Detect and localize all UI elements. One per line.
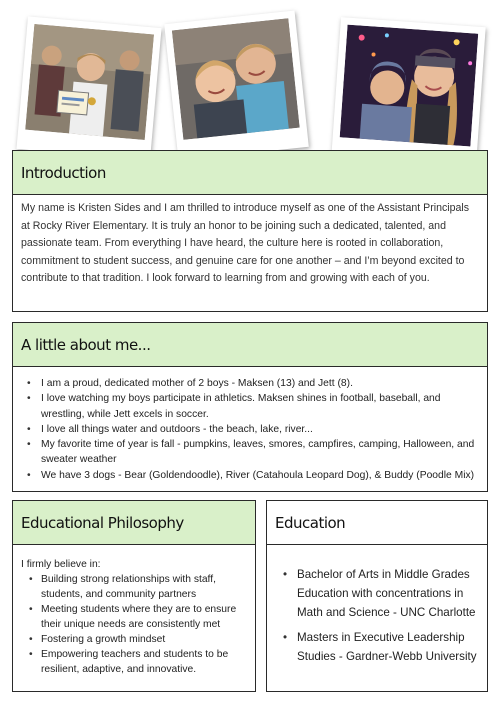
boys-photo-image [172, 18, 300, 140]
about-me-heading: A little about me... [13, 323, 487, 367]
about-me-section [12, 322, 488, 492]
philosophy-heading: Educational Philosophy [13, 501, 255, 545]
education-section [266, 500, 488, 692]
photo-two-boys [164, 11, 309, 161]
photo-award-boy [16, 16, 161, 160]
philosophy-lead: I firmly believe in: [21, 559, 101, 570]
bullet-icon: • [27, 439, 31, 451]
list-item: • Fostering a growth mindset [29, 634, 166, 645]
bullet-icon: • [29, 574, 33, 585]
introduction-heading: Introduction [13, 151, 487, 195]
list-item: • My favorite time of year is fall - pumpkins, leaves, smores, campfires, camping, Halloween, and sweater weather [27, 439, 475, 466]
list-item: • Bachelor of Arts in Middle Grades Education with concentrations in Math and Science - UNC Charlotte [283, 565, 477, 622]
list-item: • I am a proud, dedicated mother of 2 boys - Maksen (13) and Jett (8). [27, 376, 477, 391]
education-heading: Education [267, 501, 487, 545]
bullet-icon: • [27, 423, 31, 435]
mother-son-photo-image [340, 25, 479, 147]
list-item: • I love all things water and outdoors - the beach, lake, river... [27, 422, 477, 437]
list-item: • We have 3 dogs - Bear (Goldendoodle), River (Catahoula Leopard Dog), & Buddy (Poodle Mix) [27, 468, 477, 483]
bullet-icon: • [27, 469, 31, 481]
bullet-icon: • [283, 568, 288, 581]
philosophy-list [13, 572, 255, 677]
introduction-section [12, 150, 488, 312]
bullet-icon: • [29, 649, 33, 660]
bullet-icon: • [29, 604, 33, 615]
list-item: • Empowering teachers and students to be resilient, adaptive, and innovative. [29, 649, 229, 675]
bullet-icon: • [283, 631, 288, 644]
list-item: • Masters in Executive Leadership Studies - Gardner-Webb University [283, 628, 477, 666]
list-item: • I love watching my boys participate in athletics. Maksen shines in football, baseball, and wrestling, while Jett excels in soccer. [27, 393, 441, 420]
award-photo-image [25, 24, 154, 140]
bullet-icon: • [29, 634, 33, 645]
about-me-list [13, 367, 487, 483]
bullet-icon: • [27, 378, 31, 389]
education-list [267, 545, 487, 666]
list-item: • Building strong relationships with staff, students, and community partners [29, 574, 216, 600]
educational-philosophy-section [12, 500, 256, 692]
photo-mother-son [331, 17, 485, 167]
list-item: • Meeting students where they are to ensure their unique needs are consistently met [29, 604, 237, 630]
bullet-icon: • [27, 393, 31, 405]
introduction-text: My name is Kristen Sides and I am thrilled to introduce myself as one of the Assistant Principals at Rocky River Elementary. It is truly an honor to be joining such a dedicated, talented, and passionate team. From everything I have heard, the culture here is rooted in collaboration, commitment to student success, and genuine care for one another – and I’m beyond excited to contribute to that tradition. I look forward to learning from and growing with each of you. [21, 202, 470, 284]
